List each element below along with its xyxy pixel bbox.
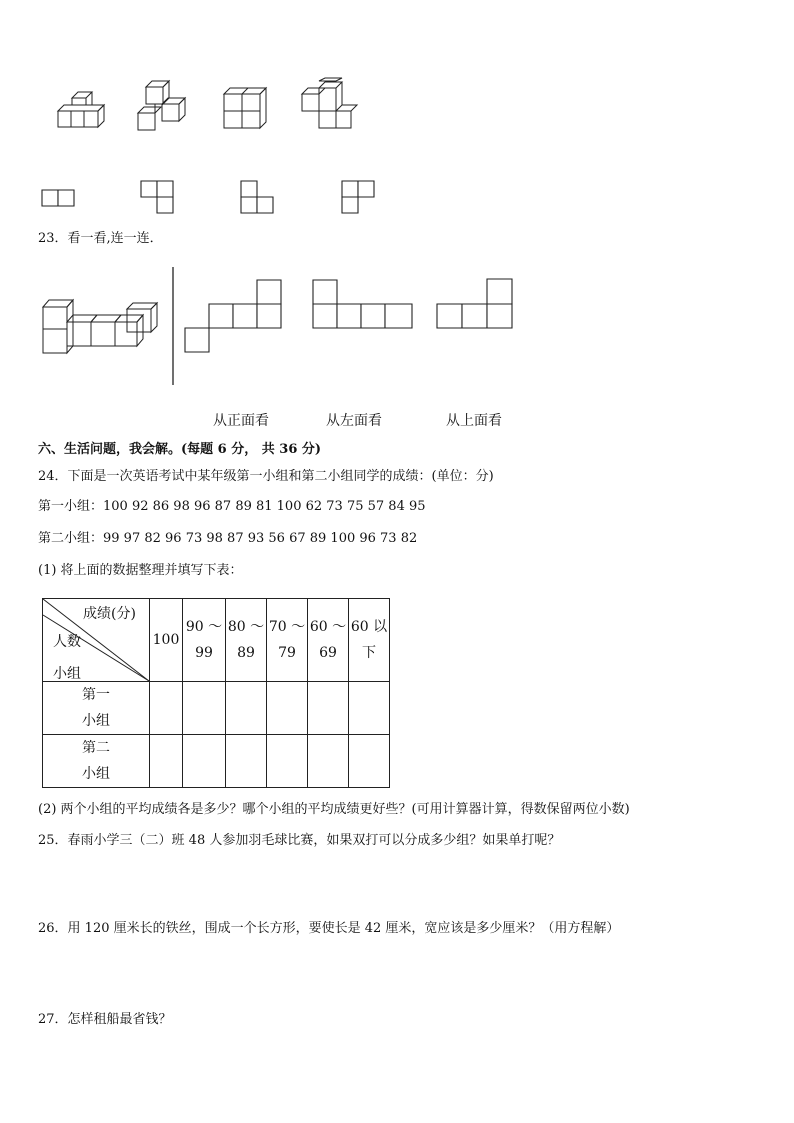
table-cell[interactable] [349,735,390,788]
row-label-group2: 第二 小组 [43,735,150,788]
q23-figures [0,0,794,400]
row-label-group1: 第一 小组 [43,682,150,735]
q24-prompt: 24．下面是一次英语考试中某年级第一小组和第二小组同学的成绩：(单位：分) [38,469,494,484]
table-cell[interactable] [183,682,226,735]
header-count: 人数 [53,634,81,650]
score-table [42,598,390,788]
col-header-90-99: 90 ～ 99 [183,599,226,682]
table-cell[interactable] [183,735,226,788]
table-cell[interactable] [267,682,308,735]
table-cell[interactable] [226,735,267,788]
col-header-100: 100 [150,599,183,682]
col-header-below-60: 60 以 下 [349,599,390,682]
header-score: 成绩(分) [83,606,136,622]
section-6-heading: 六、生活问题，我会解。(每题 6 分， 共 36 分) [38,442,322,457]
table-row [43,735,390,788]
table-cell[interactable] [308,735,349,788]
q25-prompt: 25．春雨小学三（二）班 48 人参加羽毛球比赛，如果双打可以分成多少组？如果单打呢？ [38,833,561,848]
table-cell[interactable] [267,735,308,788]
q24-part1: (1) 将上面的数据整理并填写下表： [38,563,243,578]
table-cell[interactable] [349,682,390,735]
q24-group1-scores: 第一小组：100 92 86 98 96 87 89 81 100 62 73 75 57 84 95 [38,499,426,514]
q24-group2-scores: 第二小组：99 97 82 96 73 98 87 93 56 67 89 100 96 73 82 [38,531,418,546]
q27-prompt: 27．怎样租船最省钱？ [38,1012,172,1027]
q24-part2: (2) 两个小组的平均成绩各是多少？哪个小组的平均成绩更好些？(可用计算器计算，得数保留两位小数) [38,802,630,817]
table-diagonal-header [43,599,150,682]
view-label-top: 从上面看 [446,413,502,429]
table-row [43,682,390,735]
table-cell[interactable] [150,682,183,735]
q26-prompt: 26．用 120 厘米长的铁丝，围成一个长方形，要使长是 42 厘米，宽应该是多少厘米？（用方程解） [38,921,620,936]
view-label-front: 从正面看 [213,413,269,429]
col-header-60-69: 60 ～ 69 [308,599,349,682]
header-group: 小组 [53,666,81,682]
table-cell[interactable] [308,682,349,735]
table-cell[interactable] [150,735,183,788]
view-label-left: 从左面看 [326,413,382,429]
table-cell[interactable] [226,682,267,735]
col-header-80-89: 80 ～ 89 [226,599,267,682]
q23-prompt: 23．看一看,连一连． [38,231,163,246]
col-header-70-79: 70 ～ 79 [267,599,308,682]
